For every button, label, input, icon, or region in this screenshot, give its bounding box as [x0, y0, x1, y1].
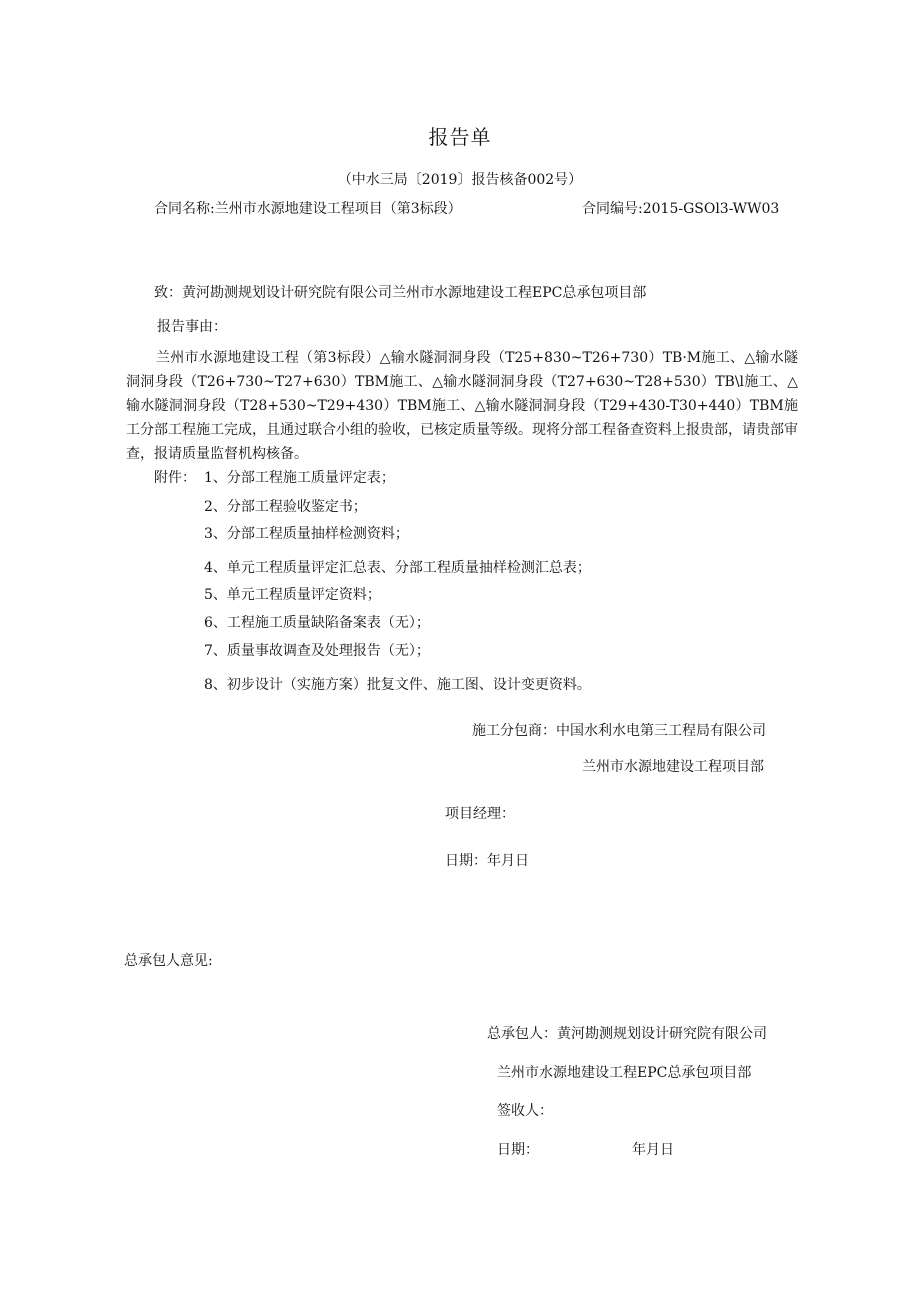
- contract-number: 合同编号:2015-GSOl3-WW03: [582, 201, 780, 217]
- receiver-label: 签收人：: [497, 1103, 553, 1119]
- attachments-label: 附件：: [154, 470, 196, 486]
- general-contractor-opinion-label: 总承包人意见:: [124, 953, 213, 969]
- attachment-item: 8、初步设计（实施方案）批复文件、施工图、设计变更资料。: [204, 677, 591, 693]
- subcontractor-date: 日期：年月日: [445, 853, 529, 869]
- subcontractor-company: 施工分包商：中国水利水电第三工程局有限公司: [472, 723, 766, 739]
- general-contractor-department: 兰州市水源地建设工程EPC总承包项目部: [497, 1065, 752, 1081]
- attachment-item: 5、单元工程质量评定资料；: [204, 587, 381, 603]
- contract-name: 合同名称:兰州市水源地建设工程项目（第3标段）: [154, 201, 462, 217]
- attachment-item: 1、分部工程施工质量评定表；: [204, 470, 395, 486]
- page-title: 报告单: [428, 125, 492, 149]
- attachment-item: 6、工程施工质量缺陷备案表（无）；: [204, 615, 430, 631]
- attachment-item: 3、分部工程质量抽样检测资料；: [204, 526, 409, 542]
- subcontractor-department: 兰州市水源地建设工程项目部: [582, 759, 764, 775]
- general-contractor-date-label: 日期：: [497, 1142, 539, 1158]
- reason-text: 兰州市水源地建设工程（第3标段）△输水隧洞洞身段（T25+830~T26+730）TB·M施工、△输水隧洞洞身段（T26+730~T27+630）TBM施工、△输水隧洞洞身段（T27+630~T28+530）TB\l施工、△输水隧洞洞身段（T28+530~T29+430）TBM施工、△输水隧洞洞身段（T29+430-T30+440）TBM施工分部工程施工完成，且通过联合小组的验收，已核定质量等级。现将分部工程备查资料上报贵部，请贵部审查，报请质量监督机构核备。: [126, 350, 798, 462]
- attachment-item: 2、分部工程验收鉴定书；: [204, 499, 367, 515]
- attachment-item: 4、单元工程质量评定汇总表、分部工程质量抽样检测汇总表；: [204, 560, 591, 576]
- addressee: 致：黄河勘测规划设计研究院有限公司兰州市水源地建设工程EPC总承包项目部: [154, 285, 647, 301]
- general-contractor-company: 总承包人：黄河勘测规划设计研究院有限公司: [487, 1026, 767, 1042]
- project-manager-label: 项目经理：: [445, 806, 515, 822]
- reason-label: 报告事由：: [157, 319, 227, 335]
- general-contractor-date-value: 年月日: [632, 1142, 674, 1158]
- document-number: （中水三局〔2019〕报告核备002号）: [337, 172, 583, 188]
- attachment-item: 7、质量事故调查及处理报告（无）；: [204, 643, 430, 659]
